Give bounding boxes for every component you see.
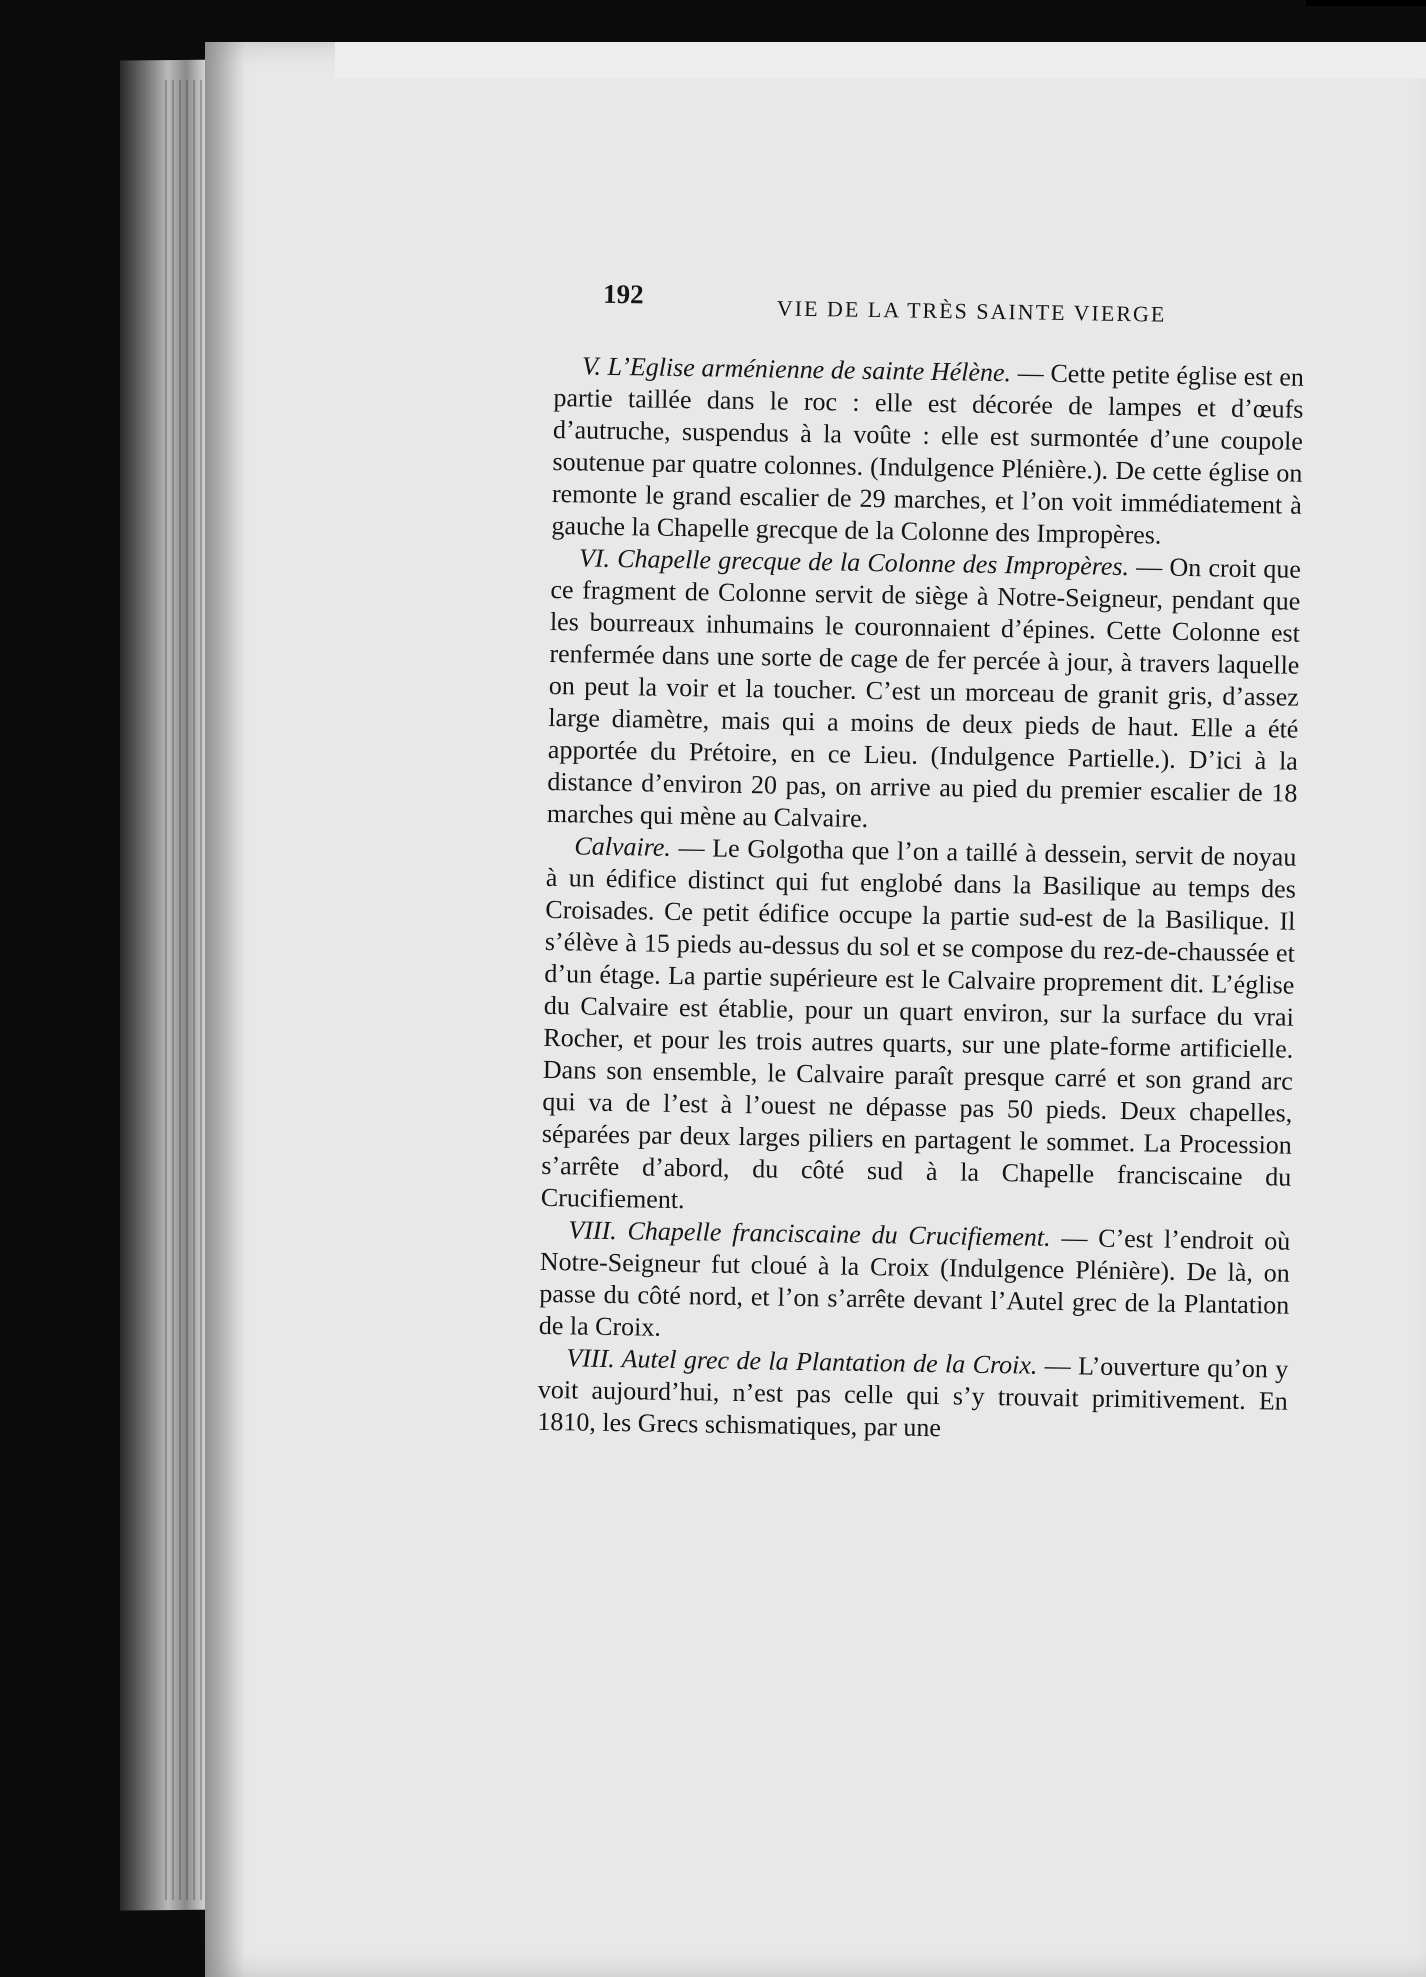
paragraph-body: — L’ouverture qu’on y voit aujourd’hui, n’est pas celle qui s’y trouvait primitivement. En 1810, les Grecs schismatiques, par une bbox=[537, 1350, 1289, 1443]
page-text bbox=[534, 278, 1305, 1662]
paragraph-greek-altar bbox=[537, 1342, 1288, 1450]
page-number: 192 bbox=[602, 278, 644, 310]
paragraph-heading: Calvaire. bbox=[574, 831, 672, 862]
paragraph-column-chapel bbox=[547, 542, 1301, 842]
scan-corner bbox=[1306, 0, 1426, 6]
paragraph-body: — C’est l’endroit où Notre-Seigneur fut cloué à la Croix (Indulgence Plénière). De là, on passe du côté nord, et l’on s’arrête devant l’Autel grec de la Plantation de la Croix. bbox=[538, 1222, 1291, 1342]
paragraph-heading: VI. Chapelle grecque de la Colonne des Impropères. bbox=[578, 543, 1130, 582]
paragraph-body: — Le Golgotha que l’on a taillé à dessein, servit de noyau à un édifice distinct qui fut englobé dans la Basilique au temps des Croisades. Ce petit édifice occupe la partie sud-est de la Basilique. Il s’élève à 15 pieds au-dessus du sol et se compose du rez-de-chaussée et d’un étage. La partie supérieure est le Calvaire proprement dit. L’église du Calvaire est établie, pour un quart environ, sur la surface du vrai Rocher, et pour les trois autres quarts, sur une plate-forme artificielle. Dans son ensemble, le Calvaire paraît presque carré et son grand arc qui va de l’est à l’ouest ne dépasse pas 50 pieds. Deux chapelles, séparées par deux larges piliers en partagent le sommet. La Procession s’arrête d’abord, du côté sud à la Chapelle franciscaine du Crucifiement. bbox=[540, 832, 1297, 1215]
paragraph-calvary bbox=[541, 830, 1297, 1226]
running-title: VIE DE LA TRÈS SAINTE VIERGE bbox=[776, 295, 1167, 327]
page-top-edge bbox=[335, 42, 1426, 78]
paragraph-crucifixion-chapel bbox=[539, 1214, 1291, 1354]
gutter-shadow bbox=[205, 42, 245, 1977]
paragraph-heading: V. L’Eglise arménienne de sainte Hélène. bbox=[581, 351, 1012, 388]
paragraph-heading: VIII. Autel grec de la Plantation de la Croix. bbox=[566, 1343, 1038, 1380]
paragraph-armenian-church bbox=[551, 350, 1304, 554]
paragraph-heading: VIII. Chapelle franciscaine du Crucifiement. bbox=[568, 1215, 1051, 1252]
paragraph-body: — Cette petite église est en partie taillée dans le roc : elle est décorée de lampes et d’œufs d’autruche, suspendus à la voûte : elle est surmontée d’une coupole soutenue par quatre colonnes. (Indulgence Plénière.). De cette église on remonte le grand escalier de 29 marches, et l’on voit immédiatement à gauche la Chapelle grecque de la Colonne des Impropères. bbox=[551, 358, 1305, 550]
paragraph-body: — On croit que ce fragment de Colonne servit de siège à Notre-Seigneur, pendant que les bourreaux inhumains le couronnaient d’épines. Cette Colonne est renfermée dans une sorte de cage de fer percée à jour, à travers laquelle on peut la voir et la toucher. C’est un morceau de granit gris, d’assez large diamètre, mais qui a moins de deux pieds de haut. Elle a été apportée du Prétoire, en ce Lieu. (Indulgence Partielle.). D’ici à la distance d’environ 20 pas, on arrive au pied du premier escalier de 18 marches qui mène au Calvaire. bbox=[546, 552, 1302, 833]
